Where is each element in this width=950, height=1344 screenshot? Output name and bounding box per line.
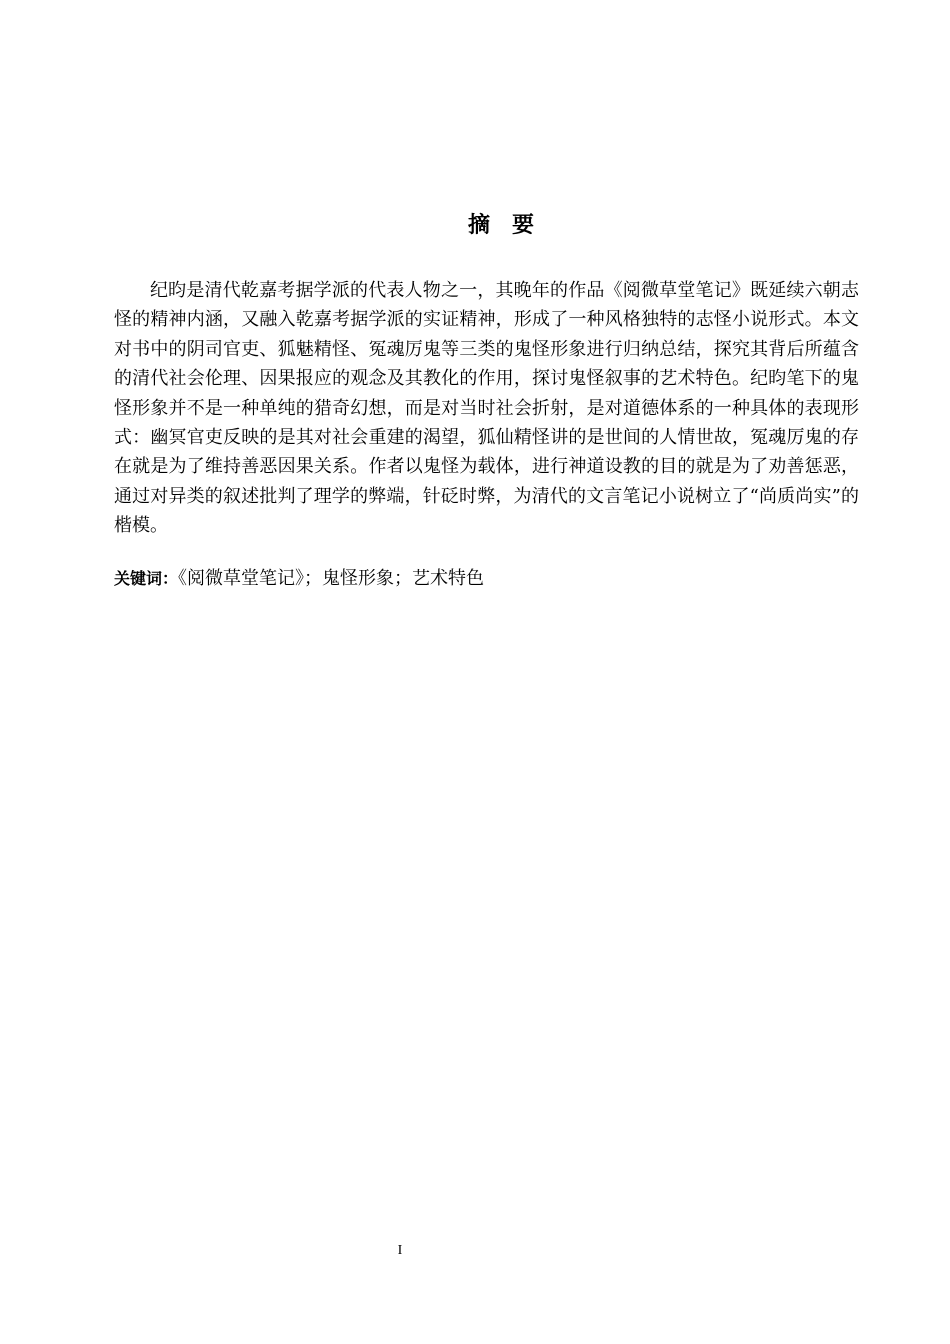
abstract-title: 摘要 xyxy=(467,213,556,238)
abstract-body: 纪昀是清代乾嘉考据学派的代表人物之一，其晚年的作品《阅微草堂笔记》既延续六朝志怪的精神内涵，又融入乾嘉考据学派的实证精神，形成了一种风格独特的志怪小说形式。本文对书中的阴司官吏、狐魅精怪、冤魂厉鬼等三类的鬼怪形象进行归纳总结，探究其背后所蕴含的清代社会伦理、因果报应的观念及其教化的作用，探讨鬼怪叙事的艺术特色。纪昀笔下的鬼怪形象并不是一种单纯的猎奇幻想，而是对当时社会折射，是对道德体系的一种具体的表现形式：幽冥官吏反映的是其对社会重建的渴望，狐仙精怪讲的是世间的人情世故，冤魂厉鬼的存在就是为了维持善恶因果关系。作者以鬼怪为载体，进行神道设教的目的就是为了劝善惩恶，通过对异类的叙述批判了理学的弊端，针砭时弊，为清代的文言笔记小说树立了“尚质尚实”的楷模。 xyxy=(114,280,859,537)
keywords-value: 《阅微草堂笔记》；鬼怪形象；艺术特色 xyxy=(178,568,485,589)
page-number: I xyxy=(397,1243,403,1258)
keywords-label: 关键词： xyxy=(114,569,179,588)
keywords-line xyxy=(114,565,859,593)
